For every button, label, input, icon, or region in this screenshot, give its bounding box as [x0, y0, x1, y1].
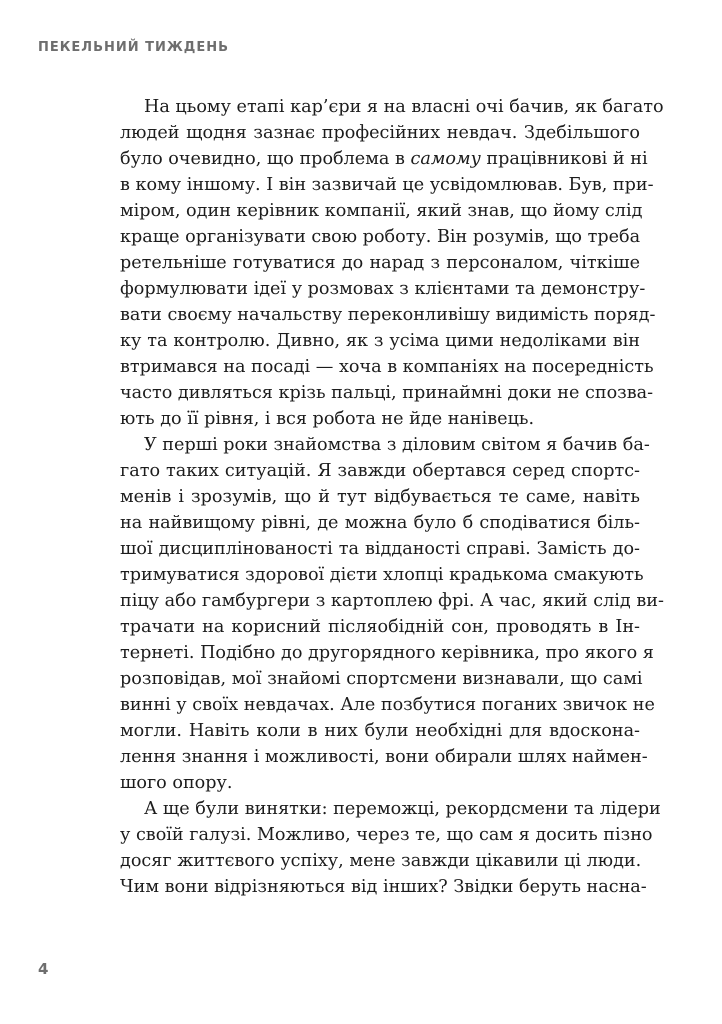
text-line: ють до її рівня, і вся робота не йде нанівець. — [120, 409, 535, 429]
text-line: часто дивляться крізь пальці, принаймні доки не спозва- — [120, 383, 654, 403]
text-line: винні у своїх невдачах. Але позбутися поганих звичок не — [120, 695, 655, 715]
paragraph-3 — [120, 796, 661, 900]
text-line: гато таких ситуацій. Я завжди обертався серед спортс- — [120, 461, 640, 481]
text-line: розповідав, мої знайомі спортсмени визнавали, що самі — [120, 669, 643, 689]
page-number: 4 — [38, 960, 49, 978]
paragraph-2 — [120, 432, 664, 796]
running-head: ПЕКЕЛЬНИЙ ТИЖДЕНЬ — [38, 40, 230, 55]
text-line: вати своєму начальству переконливішу видимість поряд- — [120, 305, 656, 325]
text-line: міром, один керівник компанії, який знав, що йому слід — [120, 201, 643, 221]
text-line: трачати на корисний післяобідній сон, проводять в Ін- — [120, 617, 640, 637]
text-line: ку та контролю. Дивно, як з усіма цими недоліками він — [120, 331, 640, 351]
emphasis: самому — [410, 149, 481, 169]
text-line: А ще були винятки: переможці, рекордсмени та лідери — [144, 799, 661, 819]
text-line: Чим вони відрізняються від інших? Звідки беруть насна- — [120, 877, 647, 897]
text-line: У перші роки знайомства з діловим світом я бачив ба- — [144, 435, 650, 455]
text-line — [120, 146, 648, 172]
text-segment: було очевидно, що проблема в — [120, 149, 411, 169]
text-line: у своїй галузі. Можливо, через те, що сам я досить пізно — [120, 825, 653, 845]
text-body — [120, 94, 664, 900]
text-line: на найвищому рівні, де можна було б сподіватися біль- — [120, 513, 640, 533]
text-line: тримуватися здорової дієти хлопці крадькома смакують — [120, 565, 644, 585]
text-line: могли. Навіть коли в них були необхідні для вдоскона- — [120, 721, 640, 741]
text-line: шого опору. — [120, 773, 233, 793]
paragraph-1 — [120, 94, 664, 432]
text-line: шої дисциплінованості та відданості справі. Замість до- — [120, 539, 640, 559]
text-line: в кому іншому. І він зазвичай це усвідомлював. Був, при- — [120, 175, 654, 195]
text-line: тернеті. Подібно до другорядного керівника, про якого я — [120, 643, 654, 663]
text-line: людей щодня зазнає професійних невдач. Здебільшого — [120, 123, 640, 143]
text-line: краще організувати свою роботу. Він розумів, що треба — [120, 227, 641, 247]
text-line: ретельніше готуватися до нарад з персоналом, чіткіше — [120, 253, 640, 273]
text-segment: працівникові й ні — [480, 149, 648, 169]
text-line: менів і зрозумів, що й тут відбувається те саме, навіть — [120, 487, 640, 507]
text-line: досяг життєвого успіху, мене завжди цікавили ці люди. — [120, 851, 642, 871]
text-line: піцу або гамбургери з картоплею фрі. А час, який слід ви- — [120, 591, 664, 611]
text-line: На цьому етапі кар’єри я на власні очі бачив, як багато — [144, 97, 664, 117]
text-line: втримався на посаді — хоча в компаніях на посередність — [120, 357, 654, 377]
text-line: лення знання і можливості, вони обирали шлях наймен- — [120, 747, 648, 767]
text-line: формулювати ідеї у розмовах з клієнтами та демонстру- — [120, 279, 646, 299]
